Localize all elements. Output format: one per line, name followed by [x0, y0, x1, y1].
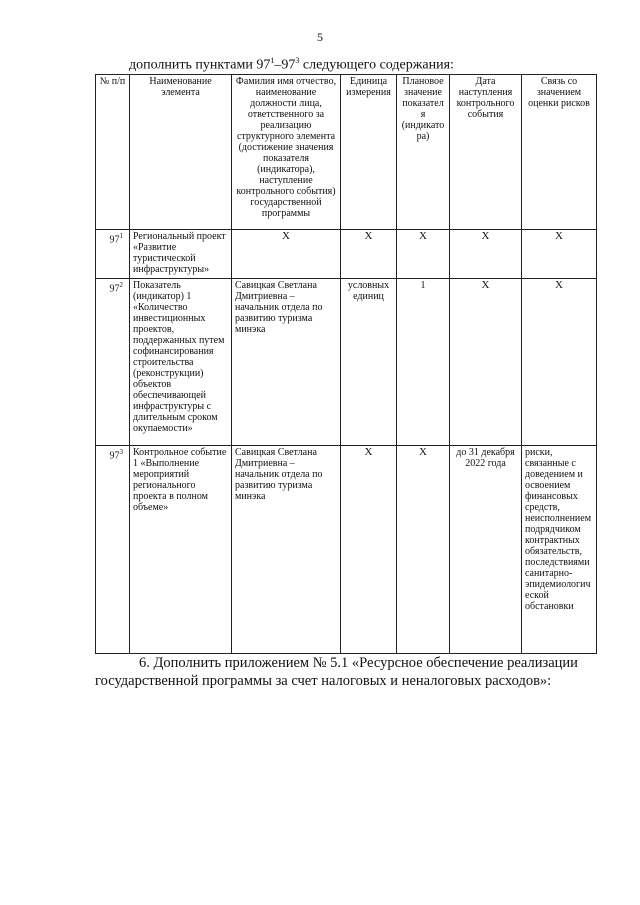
row-unit: Х — [341, 230, 397, 279]
section-6-line-1: 6. Дополнить приложением № 5.1 «Ресурсное обеспечение реализации — [139, 655, 578, 671]
row-num-sup: 1 — [119, 232, 123, 240]
row-num-base: 97 — [109, 283, 120, 295]
table-row — [96, 446, 597, 654]
intro-before: дополнить пунктами 97 — [129, 57, 271, 73]
intro-sup-1: 1 — [270, 56, 275, 65]
row-risk: Х — [522, 279, 597, 446]
section-6-text — [95, 654, 605, 690]
elements-table — [95, 74, 597, 654]
header-num: № п/п — [96, 75, 130, 230]
row-responsible: Х — [232, 230, 341, 279]
row-num — [96, 279, 130, 446]
intro-dash: –97 — [274, 57, 296, 73]
row-date: Х — [450, 230, 522, 279]
row-num-base: 97 — [109, 450, 120, 462]
header-name: Наименование элемента — [130, 75, 232, 230]
row-unit: Х — [341, 446, 397, 654]
header-date: Дата наступления контрольного события — [450, 75, 522, 230]
row-plan: Х — [397, 230, 450, 279]
row-responsible: Савицкая Светлана Дмитриевна – начальник отдела по развитию туризма минэка — [232, 279, 341, 446]
section-6-line-2: государственной программы за счет налоговых и неналоговых расходов»: — [95, 673, 552, 689]
row-num-base: 97 — [109, 234, 120, 246]
page-number: 5 — [317, 30, 323, 44]
row-plan: Х — [397, 446, 450, 654]
row-date: до 31 декабря 2022 года — [450, 446, 522, 654]
row-risk: риски, связанные с доведением и освоением финансовых средств, неисполнением подрядчиком контрактных обязательств, последствиями санитарно-эпидемиологической обстановки — [522, 446, 597, 654]
row-date: Х — [450, 279, 522, 446]
table-header-row — [96, 75, 597, 230]
intro-sup-2: 3 — [295, 56, 300, 65]
row-num-sup: 3 — [119, 448, 123, 456]
row-num — [96, 230, 130, 279]
header-risk: Связь со значением оценки рисков — [522, 75, 597, 230]
intro-after: следующего содержания: — [299, 57, 454, 73]
row-risk: Х — [522, 230, 597, 279]
row-name: Региональный проект «Развитие туристической инфраструктуры» — [130, 230, 232, 279]
header-responsible: Фамилия имя отчество, наименование должности лица, ответственного за реализацию структурного элемента (достижение значения показателя (индикатора), наступление контрольного события) государственной программы — [232, 75, 341, 230]
row-num-sup: 2 — [119, 281, 123, 289]
row-num — [96, 446, 130, 654]
row-responsible: Савицкая Светлана Дмитриевна – начальник отдела по развитию туризма минэка — [232, 446, 341, 654]
table-row — [96, 230, 597, 279]
row-plan: 1 — [397, 279, 450, 446]
header-unit: Единица измерения — [341, 75, 397, 230]
row-name: Контрольное событие 1 «Выполнение мероприятий регионального проекта в полном объеме» — [130, 446, 232, 654]
table-row — [96, 279, 597, 446]
header-plan: Плановое значение показателя (индикатора) — [397, 75, 450, 230]
intro-text — [129, 56, 454, 74]
row-unit: условных единиц — [341, 279, 397, 446]
row-name: Показатель (индикатор) 1 «Количество инвестиционных проектов, поддержанных путем софинансирования строительства (реконструкции) объектов обеспечивающей инфраструктуры с длительным сроком окупаемости» — [130, 279, 232, 446]
